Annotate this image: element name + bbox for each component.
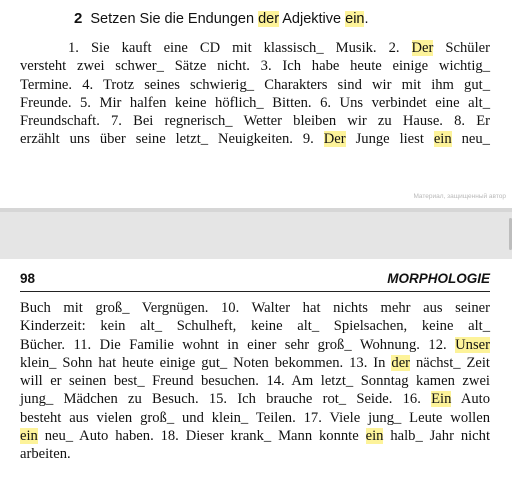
highlight-der: Der [323,131,346,148]
text-line: Bücher. 11. Die Familie wohnt in einer sehr groß_ Wohnung. 12. Unser [20,336,490,353]
header-rule [20,291,490,292]
highlight-ein: ein [20,428,38,445]
text-line: erzählt uns über seine letzt_ Neuigkeiten. 9. Der Junge liest ein neu_ [20,131,490,148]
text-line: versteht zwei schwer_ Sätze nicht. 3. Ich habe heute einige wichtig_ [20,58,490,75]
text-line: will er seinen best_ Freund besuchen. 14. Am letzt_ Sonntag kamen zwei [20,373,490,390]
text-line: ein neu_ Auto haben. 18. Dieser krank_ Mann konnte ein halb_ Jahr nicht [20,428,490,445]
exercise-text-bottom [20,299,490,464]
page-separator [0,208,512,259]
heading-text: Adjektive [279,11,346,27]
running-title: MORPHOLOGIE [387,271,490,286]
page-number: 98 [20,271,36,286]
highlight-der: der [258,11,280,27]
highlight-ein: ein [365,428,384,445]
running-header [20,271,490,289]
text-line: arbeiten. [20,446,71,463]
exercise-heading [74,10,369,27]
text-line: besteht aus vielen groß_ und klein_ Teilen. 17. Viele jung_ Leute wollen [20,409,490,426]
copyright-watermark: Материал, защищенный автор [413,193,506,200]
exercise-number: 2 [74,10,83,27]
text-line: Freundschaft. 7. Bei regnerisch_ Wetter bleiben wir zu Hause. 8. Er [20,113,490,130]
exercise-text-top [20,39,490,149]
highlight-der: der [391,354,411,371]
heading-text: . [364,11,369,27]
text-line: 1. Sie kauft eine CD mit klassisch_ Musik. 2. Der Schüler [68,40,490,56]
text-line: Termine. 4. Trotz seines schwierig_ Charakters sind wir mit ihm gut_ [20,76,490,93]
highlight-der: Der [411,40,434,56]
text-line: Buch mit groß_ Vergnügen. 10. Walter hat nichts mehr aus seiner [20,300,490,316]
heading-text: Setzen Sie die Endungen [90,11,259,27]
page-separator-edge [0,208,512,212]
text-line: klein_ Sohn hat heute einige gut_ Noten bekommen. 13. In der nächst_ Zeit [20,354,490,371]
text-line: Kinderzeit: kein alt_ Schulheft, keine alt_ Spielsachen, keine alt_ [20,318,490,335]
book-page-top [0,0,512,208]
text-line: Freunde. 5. Mir halfen keine höflich_ Bitten. 6. Uns verbindet eine alt_ [20,94,490,111]
text-line: jung_ Mädchen zu Besuch. 15. Ich brauche rot_ Seide. 16. Ein Auto [20,391,491,408]
highlight-ein: Ein [431,391,452,408]
highlight-unser: Unser [455,336,490,353]
highlight-ein: ein [433,131,452,148]
highlight-ein: ein [345,11,365,27]
